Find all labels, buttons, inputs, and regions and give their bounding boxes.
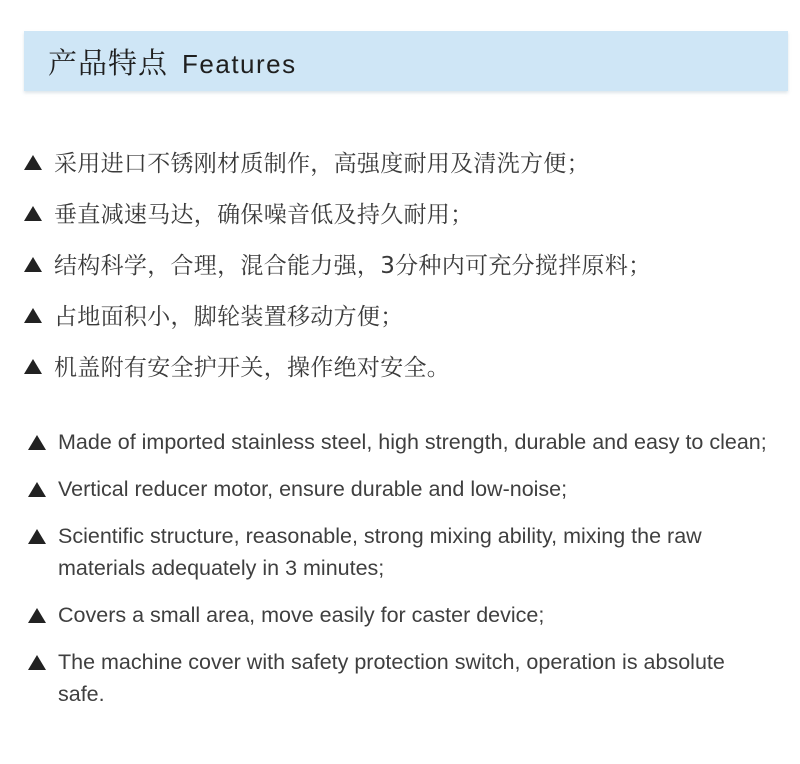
triangle-bullet-icon [28, 529, 46, 544]
feature-text-en: The machine cover with safety protection switch, operation is absolute safe. [58, 650, 725, 706]
feature-item-en [28, 520, 768, 584]
feature-item-en [28, 599, 768, 631]
section-title-en: Features [182, 48, 297, 79]
feature-text-cn: 占地面积小，脚轮装置移动方便； [54, 304, 404, 330]
feature-text-cn: 垂直减速马达，确保噪音低及持久耐用； [54, 202, 474, 228]
feature-item-en [28, 473, 768, 505]
triangle-bullet-icon [24, 308, 42, 323]
features-header-band [24, 31, 788, 91]
features-list-chinese [24, 136, 792, 391]
feature-text-cn: 结构科学，合理，混合能力强，3分种内可充分搅拌原料； [54, 253, 652, 279]
feature-text-en: Covers a small area, move easily for caster device; [58, 603, 545, 627]
feature-text-en: Scientific structure, reasonable, strong mixing ability, mixing the raw materials adequately in 3 minutes; [58, 524, 702, 580]
triangle-bullet-icon [28, 435, 46, 450]
triangle-bullet-icon [28, 608, 46, 623]
section-title-cn: 产品特点 [48, 45, 169, 80]
triangle-bullet-icon [24, 206, 42, 221]
features-list-english [28, 426, 768, 725]
triangle-bullet-icon [24, 359, 42, 374]
feature-text-cn: 机盖附有安全护开关，操作绝对安全。 [54, 355, 451, 381]
feature-text-cn: 采用进口不锈刚材质制作，高强度耐用及清洗方便； [54, 151, 590, 177]
section-title [48, 41, 297, 82]
feature-item-cn [24, 238, 792, 289]
feature-item-cn [24, 289, 792, 340]
triangle-bullet-icon [24, 155, 42, 170]
triangle-bullet-icon [28, 482, 46, 497]
feature-text-en: Made of imported stainless steel, high strength, durable and easy to clean; [58, 430, 767, 454]
feature-item-en [28, 646, 768, 710]
triangle-bullet-icon [28, 655, 46, 670]
feature-item-cn [24, 187, 792, 238]
feature-item-cn [24, 136, 792, 187]
feature-item-cn [24, 340, 792, 391]
feature-item-en [28, 426, 768, 458]
feature-text-en: Vertical reducer motor, ensure durable and low-noise; [58, 477, 568, 501]
triangle-bullet-icon [24, 257, 42, 272]
